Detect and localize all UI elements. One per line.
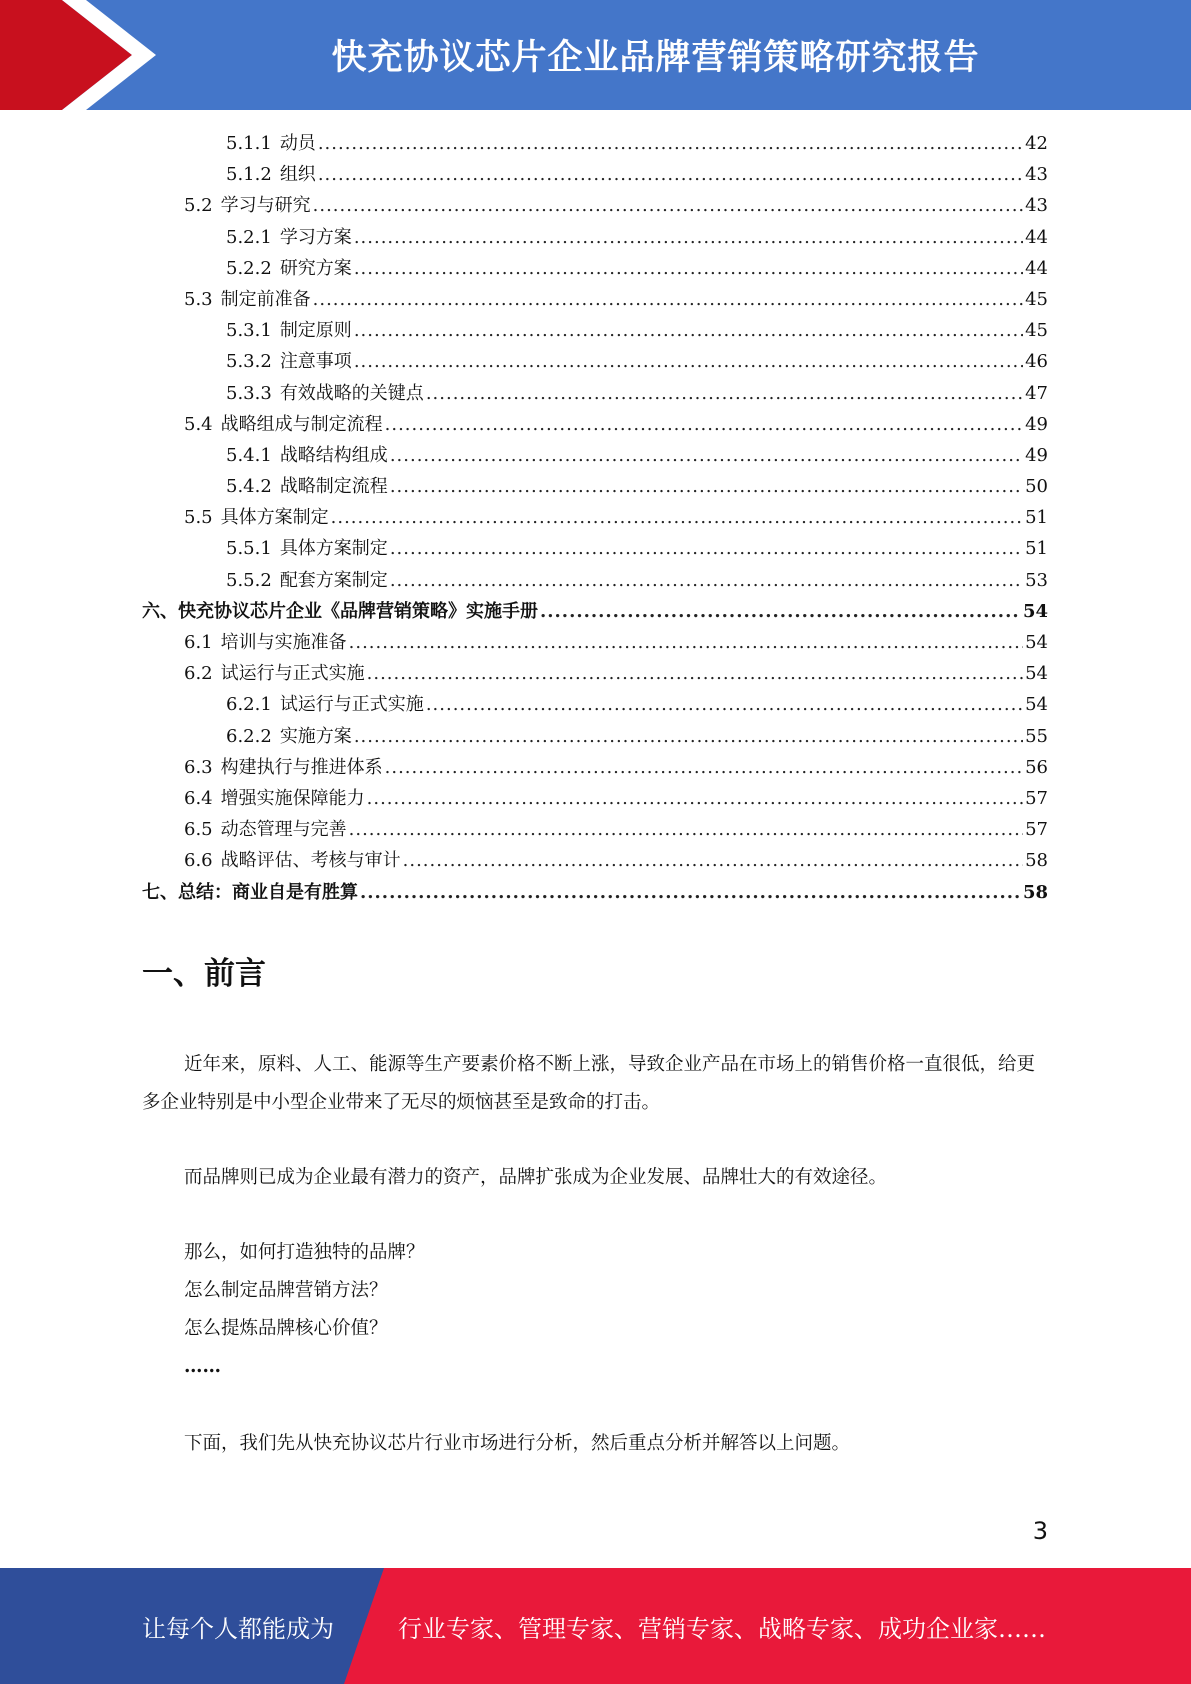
toc-entry[interactable] (142, 752, 1048, 783)
page-number: 3 (1032, 1517, 1048, 1545)
toc-entry[interactable] (142, 128, 1048, 159)
intro-paragraph-1 (142, 1046, 1048, 1122)
toc-dot-leader (385, 752, 1023, 783)
toc-entry[interactable] (142, 814, 1048, 845)
toc-dot-leader (426, 689, 1023, 720)
intro-paragraph-2 (142, 1159, 1048, 1197)
toc-entry-page: 54 (1022, 600, 1048, 622)
toc-entry-number: 5.4 (184, 413, 213, 435)
toc-entry-number: 5.5 (184, 507, 213, 529)
toc-entry-page: 55 (1025, 725, 1048, 747)
toc-entry-number: 六、 (142, 600, 178, 622)
toc-dot-leader (390, 440, 1023, 471)
toc-entry[interactable] (142, 877, 1048, 908)
toc-entry-page: 53 (1025, 569, 1048, 591)
toc-entry-number: 6.3 (184, 756, 213, 778)
toc-entry-label: 试运行与正式实施 (220, 663, 365, 685)
toc-entry-number: 6.4 (184, 787, 213, 809)
toc-entry-label: 培训与实施准备 (220, 632, 347, 653)
footer-slogan-left: 让每个人都能成为 (142, 1614, 334, 1643)
toc-entry-number: 5.4.2 (226, 476, 272, 498)
toc-entry-label: 制定原则 (279, 320, 352, 342)
toc-entry-number: 5.3.3 (226, 382, 272, 404)
toc-dot-leader (390, 565, 1023, 596)
toc-dot-leader (318, 128, 1023, 159)
toc-entry[interactable] (142, 190, 1048, 221)
toc-entry-label: 动态管理与完善 (220, 819, 347, 841)
toc-dot-leader (540, 596, 1021, 627)
toc-entry-label: 有效战略的关键点 (279, 382, 424, 404)
toc-dot-leader (349, 627, 1023, 658)
toc-entry-label: 战略结构组成 (279, 444, 388, 466)
question-item: 怎么提炼品牌核心价值？ (184, 1318, 388, 1339)
toc-entry-page: 43 (1025, 164, 1048, 186)
footer-slogan-right: 行业专家、管理专家、营销专家、战略专家、成功企业家…… (398, 1614, 1046, 1643)
toc-dot-leader (367, 658, 1023, 689)
intro-paragraph-3 (142, 1425, 1048, 1463)
question-item: 那么，如何打造独特的品牌？ (184, 1242, 425, 1263)
toc-entry[interactable] (142, 627, 1048, 658)
question-list (142, 1234, 1048, 1386)
toc-entry[interactable] (142, 409, 1048, 440)
toc-entry-page: 47 (1025, 382, 1048, 404)
toc-entry[interactable] (142, 159, 1048, 190)
toc-entry-page: 45 (1025, 288, 1048, 310)
toc-entry[interactable] (142, 565, 1048, 596)
toc-entry-number: 6.5 (184, 819, 213, 841)
toc-entry-number: 5.1.1 (226, 133, 272, 154)
toc-entry-label: 战略组成与制定流程 (220, 413, 383, 435)
toc-entry-page: 50 (1025, 476, 1048, 498)
toc-entry[interactable] (142, 440, 1048, 471)
toc-entry[interactable] (142, 721, 1048, 752)
toc-dot-leader (318, 159, 1023, 190)
toc-dot-leader (354, 721, 1023, 752)
toc-entry-page: 51 (1025, 507, 1048, 529)
toc-entry-label: 快充协议芯片企业《品牌营销策略》实施手册 (178, 600, 538, 622)
toc-entry-label: 具体方案制定 (279, 538, 388, 560)
toc-entry-number: 5.4.1 (226, 444, 272, 466)
toc-dot-leader (313, 284, 1023, 315)
toc-entry[interactable] (142, 533, 1048, 564)
toc-dot-leader (349, 814, 1023, 845)
toc-entry-number: 七、 (142, 881, 178, 903)
toc-dot-leader (354, 222, 1023, 253)
section-heading: 一、前言 (142, 956, 266, 992)
toc-entry-label: 总结：商业自是有胜算 (178, 881, 358, 903)
paragraph-text: 而品牌则已成为企业最有潜力的资产，品牌扩张成为企业发展、品牌壮大的有效途径。 (184, 1167, 888, 1188)
toc-entry-page: 45 (1025, 320, 1048, 342)
toc-entry-page: 49 (1025, 413, 1048, 435)
toc-entry-number: 5.2.1 (226, 226, 272, 248)
toc-entry-page: 51 (1025, 538, 1048, 560)
toc-entry-number: 6.2 (184, 663, 213, 685)
toc-dot-leader (403, 845, 1023, 876)
footer-banner (0, 1568, 1191, 1684)
toc-dot-leader (354, 315, 1023, 346)
toc-entry-page: 58 (1025, 850, 1048, 872)
toc-entry-number: 5.1.2 (226, 164, 272, 186)
toc-entry-number: 5.3.1 (226, 320, 272, 342)
toc-dot-leader (426, 378, 1023, 409)
toc-entry-label: 配套方案制定 (279, 569, 388, 591)
toc-entry-label: 学习方案 (279, 226, 352, 248)
toc-entry-label: 动员 (279, 133, 316, 154)
toc-entry-label: 战略评估、考核与审计 (220, 850, 401, 872)
toc-dot-leader (313, 190, 1023, 221)
toc-entry-number: 5.5.1 (226, 538, 272, 560)
toc-entry-number: 5.3 (184, 288, 213, 310)
toc-dot-leader (331, 502, 1023, 533)
toc-entry-page: 44 (1025, 257, 1048, 279)
toc-entry-number: 5.2.2 (226, 257, 272, 279)
toc-dot-leader (385, 409, 1023, 440)
toc-dot-leader (354, 346, 1023, 377)
document-title: 快充协议芯片企业品牌营销策略研究报告 (331, 38, 980, 78)
toc-dot-leader (367, 783, 1023, 814)
toc-entry-page: 54 (1025, 694, 1048, 716)
toc-entry-page: 57 (1025, 787, 1048, 809)
toc-entry-number: 5.2 (184, 195, 213, 217)
toc-entry-number: 5.3.2 (226, 351, 272, 373)
toc-entry-number: 5.5.2 (226, 569, 272, 591)
toc-entry[interactable] (142, 253, 1048, 284)
toc-entry-label: 学习与研究 (220, 195, 311, 217)
toc-entry-page: 44 (1025, 226, 1048, 248)
toc-entry-label: 实施方案 (279, 725, 352, 747)
toc-entry-number: 6.2.2 (226, 725, 272, 747)
toc-entry[interactable] (142, 658, 1048, 689)
ellipsis: …… (184, 1356, 221, 1377)
table-of-contents (142, 128, 1048, 908)
toc-entry-label: 具体方案制定 (220, 507, 329, 529)
toc-entry[interactable] (142, 502, 1048, 533)
toc-entry-label: 构建执行与推进体系 (220, 756, 383, 778)
toc-entry[interactable] (142, 378, 1048, 409)
toc-entry-label: 战略制定流程 (279, 476, 388, 498)
toc-entry[interactable] (142, 845, 1048, 876)
toc-entry[interactable] (142, 783, 1048, 814)
toc-entry[interactable] (142, 471, 1048, 502)
toc-entry[interactable] (142, 596, 1048, 627)
toc-entry-label: 试运行与正式实施 (279, 694, 424, 716)
question-item: 怎么制定品牌营销方法？ (184, 1280, 388, 1301)
toc-dot-leader (390, 471, 1023, 502)
paragraph-text: 下面，我们先从快充协议芯片行业市场进行分析，然后重点分析并解答以上问题。 (184, 1433, 851, 1454)
toc-entry-label: 组织 (279, 164, 316, 186)
paragraph-text: 近年来，原料、人工、能源等生产要素价格不断上涨，导致企业产品在市场上的销售价格一直很低，给更多企业特别是中小型企业带来了无尽的烦恼甚至是致命的打击。 (142, 1054, 1036, 1113)
toc-entry[interactable] (142, 315, 1048, 346)
toc-entry-number: 6.2.1 (226, 694, 272, 716)
toc-entry-page: 54 (1025, 663, 1048, 685)
toc-entry[interactable] (142, 284, 1048, 315)
toc-entry-page: 49 (1025, 444, 1048, 466)
toc-dot-leader (390, 533, 1023, 564)
toc-dot-leader (360, 877, 1021, 908)
toc-entry-page: 46 (1025, 351, 1048, 373)
toc-entry-page: 56 (1025, 756, 1048, 778)
toc-entry[interactable] (142, 346, 1048, 377)
toc-entry-number: 6.1 (184, 632, 213, 653)
toc-entry[interactable] (142, 689, 1048, 720)
toc-entry-label: 研究方案 (279, 257, 352, 279)
toc-entry-page: 57 (1025, 819, 1048, 841)
toc-dot-leader (354, 253, 1023, 284)
toc-entry-number: 6.6 (184, 850, 213, 872)
header-banner (0, 0, 1191, 110)
toc-entry-label: 制定前准备 (220, 288, 311, 310)
toc-entry-label: 注意事项 (279, 351, 352, 373)
toc-entry-page: 42 (1025, 133, 1048, 154)
toc-entry-page: 58 (1022, 881, 1048, 903)
toc-entry-page: 43 (1025, 195, 1048, 217)
toc-entry-label: 增强实施保障能力 (220, 787, 365, 809)
toc-entry[interactable] (142, 222, 1048, 253)
toc-entry-page: 54 (1025, 632, 1048, 653)
